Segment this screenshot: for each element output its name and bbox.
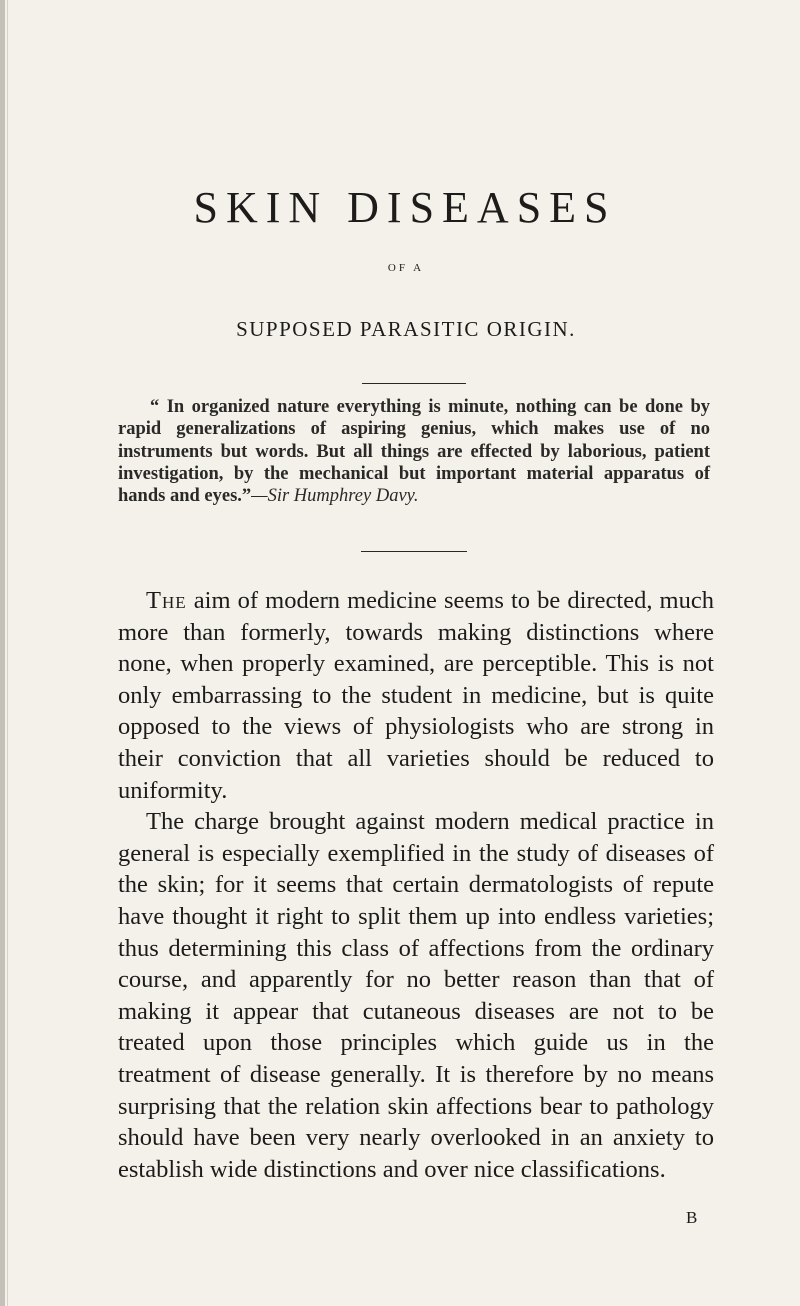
epigraph-attribution: —Sir Humphrey Davy. — [251, 486, 419, 507]
body-text — [118, 585, 714, 1185]
signature-mark: B — [686, 1208, 699, 1227]
divider-rule-bottom — [361, 551, 467, 552]
page-edge-shadow — [0, 0, 5, 1306]
paragraph-1 — [118, 585, 714, 806]
paragraph-1-text: aim of modern medicine seems to be directed, much more than formerly, towards making distinctions where none, when properly examined, are perceptible. This is not only embarrassing to the student in medicine, but is quite opposed to the views of physiologists who are strong in their conviction that all varieties should be reduced to uniformity. — [118, 587, 714, 804]
page-edge-line — [7, 0, 8, 1306]
divider-rule-top — [362, 383, 466, 384]
paragraph-2: The charge brought against modern medical practice in general is especially exemplified in the study of diseases of the skin; for it seems that certain dermatologists of repute have thought it right to split them up into endless varieties; thus determining this class of affections from the ordinary course, and apparently for no better reason than that of making it appear that cutaneous diseases are not to be treated upon those principles which guide us in the treatment of disease generally. It is therefore by no means surprising that the relation skin affections bear to pathology should have been very nearly overlooked in an anxiety to establish wide distinctions and over nice classifications. — [118, 808, 714, 1183]
paragraph-lead-word: The — [146, 587, 187, 614]
subtitle-connector: OF A — [387, 262, 425, 274]
epigraph-quote — [118, 396, 710, 507]
chapter-subtitle: SUPPOSED PARASITIC ORIGIN. — [236, 317, 576, 341]
epigraph-text: “ In organized nature everything is minute, nothing can be done by rapid generalizations of aspiring genius, which makes use of no instruments but words. But all things are effected by laborious, patient investigation, by the mechanical but important material apparatus of hands and eyes.” — [118, 397, 710, 507]
chapter-title: SKIN DISEASES — [193, 183, 617, 232]
